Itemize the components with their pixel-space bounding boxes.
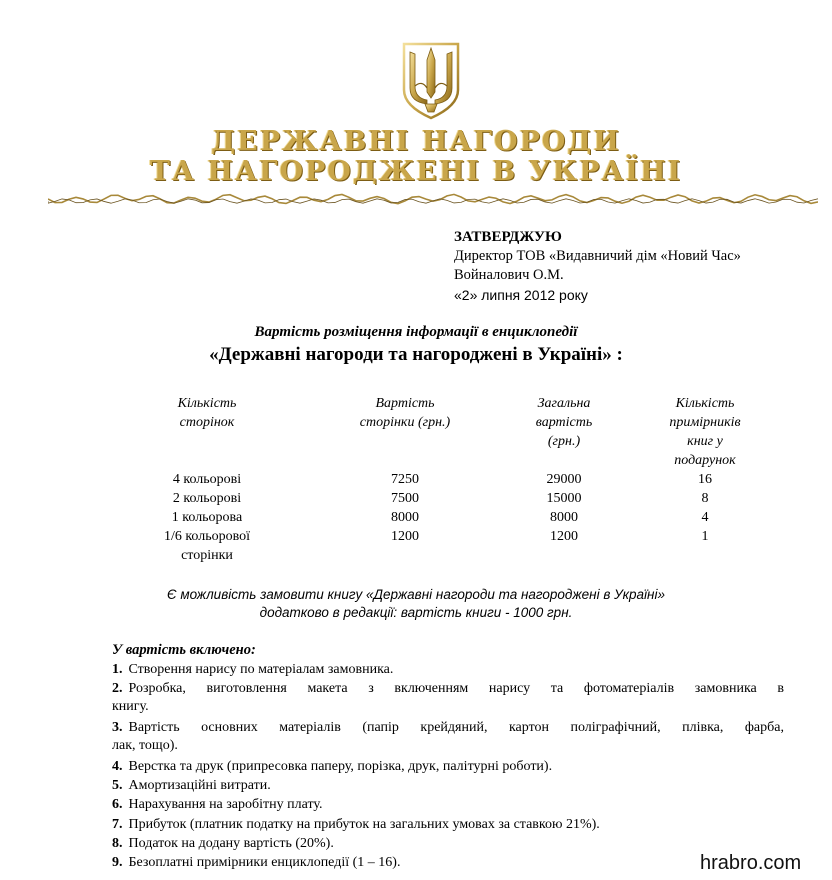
cell-copies: 16 (698, 472, 712, 487)
cell-page-price: 7250 (391, 472, 419, 487)
included-heading: У вартість включено: (112, 642, 256, 658)
list-item (112, 854, 784, 872)
approval-director: Директор ТОВ «Видавничий дім «Новий Час» (454, 248, 741, 264)
cell-total: 8000 (550, 510, 578, 525)
table-header-line: примірників (669, 415, 741, 430)
list-item-number: 7. (112, 817, 123, 832)
table-header-line: (грн.) (547, 434, 581, 449)
list-item-number: 3. (112, 720, 123, 735)
list-item-number: 2. (112, 681, 123, 696)
list-item (112, 835, 784, 853)
cell-total: 29000 (546, 472, 582, 487)
cell-page-price: 8000 (391, 510, 419, 525)
list-item-text: Нарахування на заробітну плату. (128, 797, 323, 812)
cell-pages: 1 кольорова (171, 510, 243, 525)
table-header-line: подарунок (674, 453, 736, 468)
cell-copies: 1 (701, 529, 709, 544)
table-header-line: Загальна (537, 396, 591, 411)
list-item-number: 1. (112, 662, 123, 677)
approval-date: «2» липня 2012 року (454, 287, 588, 303)
note-line-1: Є можливість замовити книгу «Державні нагороди та нагороджені в Україні» (167, 587, 665, 602)
table-header-line: книг у (687, 434, 723, 449)
list-item-continuation: книгу. (112, 699, 149, 714)
list-item-text: Вартість основних матеріалів (папір крейдяний, картон поліграфічний, плівка, фарба, (128, 720, 784, 735)
table-header-line: сторінок (179, 415, 235, 430)
cell-total: 1200 (550, 529, 578, 544)
table-header-line: Кількість (675, 396, 735, 411)
table-header-line: вартість (535, 415, 593, 430)
cell-pages: 4 кольорові (172, 472, 242, 487)
cell-copies: 8 (701, 491, 709, 506)
list-item (112, 661, 784, 679)
cell-copies: 4 (701, 510, 709, 525)
table-header-total (512, 394, 616, 451)
list-item (112, 796, 784, 814)
cell-page-price: 1200 (391, 529, 419, 544)
list-item-text: Створення нарису по матеріалам замовника. (128, 662, 394, 677)
table-header-copies (650, 394, 760, 470)
approval-name: Войналович О.М. (454, 267, 564, 283)
list-item-number: 9. (112, 855, 123, 870)
cell-pages-line: сторінки (181, 548, 233, 563)
list-item-text: Верстка та друк (припресовка паперу, порізка, друк, палітурні роботи). (128, 759, 553, 774)
list-item-text: Розробка, виготовлення макета з включенням нарису та фотоматеріалів замовника в (128, 681, 784, 696)
header-title-line-1: ДЕРЖАВНІ НАГОРОДИ (211, 126, 621, 157)
ornamental-divider (48, 192, 818, 206)
list-item-text: Податок на додану вартість (20%). (128, 836, 334, 851)
list-item-number: 4. (112, 759, 123, 774)
header-title-line-2: ТА НАГОРОДЖЕНІ В УКРАЇНІ (149, 156, 683, 187)
table-header-line: Кількість (177, 396, 237, 411)
cell-pages: 2 кольорові (172, 491, 242, 506)
table-header-line: сторінки (грн.) (359, 415, 451, 430)
list-item (112, 719, 784, 737)
list-item (112, 758, 784, 776)
document-subtitle: Вартість розміщення інформації в енциклопедії (254, 324, 578, 340)
list-item (112, 680, 784, 698)
list-item-number: 6. (112, 797, 123, 812)
watermark: hrabro.com (700, 852, 802, 874)
list-item-text: Амортизаційні витрати. (128, 778, 271, 793)
cell-page-price: 7500 (391, 491, 419, 506)
table-header-page-price (330, 394, 480, 432)
list-item (112, 777, 784, 795)
cell-total: 15000 (546, 491, 582, 506)
note-line-2: додатково в редакції: вартість книги - 1000 грн. (259, 605, 573, 620)
list-item-text: Безоплатні примірники енциклопедії (1 – 16). (128, 855, 401, 870)
trident-emblem-icon (398, 40, 464, 120)
list-item-number: 8. (112, 836, 123, 851)
list-item-number: 5. (112, 778, 123, 793)
table-header-pages (142, 394, 272, 432)
cell-pages (142, 527, 272, 565)
approval-heading: ЗАТВЕРДЖУЮ (454, 229, 562, 245)
table-header-line: Вартість (375, 396, 435, 411)
list-item (112, 816, 784, 834)
cell-pages-line: 1/6 кольорової (163, 529, 251, 544)
list-item-text: Прибуток (платник податку на прибуток на загальних умовах за ставкою 21%). (128, 817, 600, 832)
document-title: «Державні нагороди та нагороджені в Україні» : (209, 344, 623, 365)
list-item-continuation: лак, тощо). (112, 738, 178, 753)
